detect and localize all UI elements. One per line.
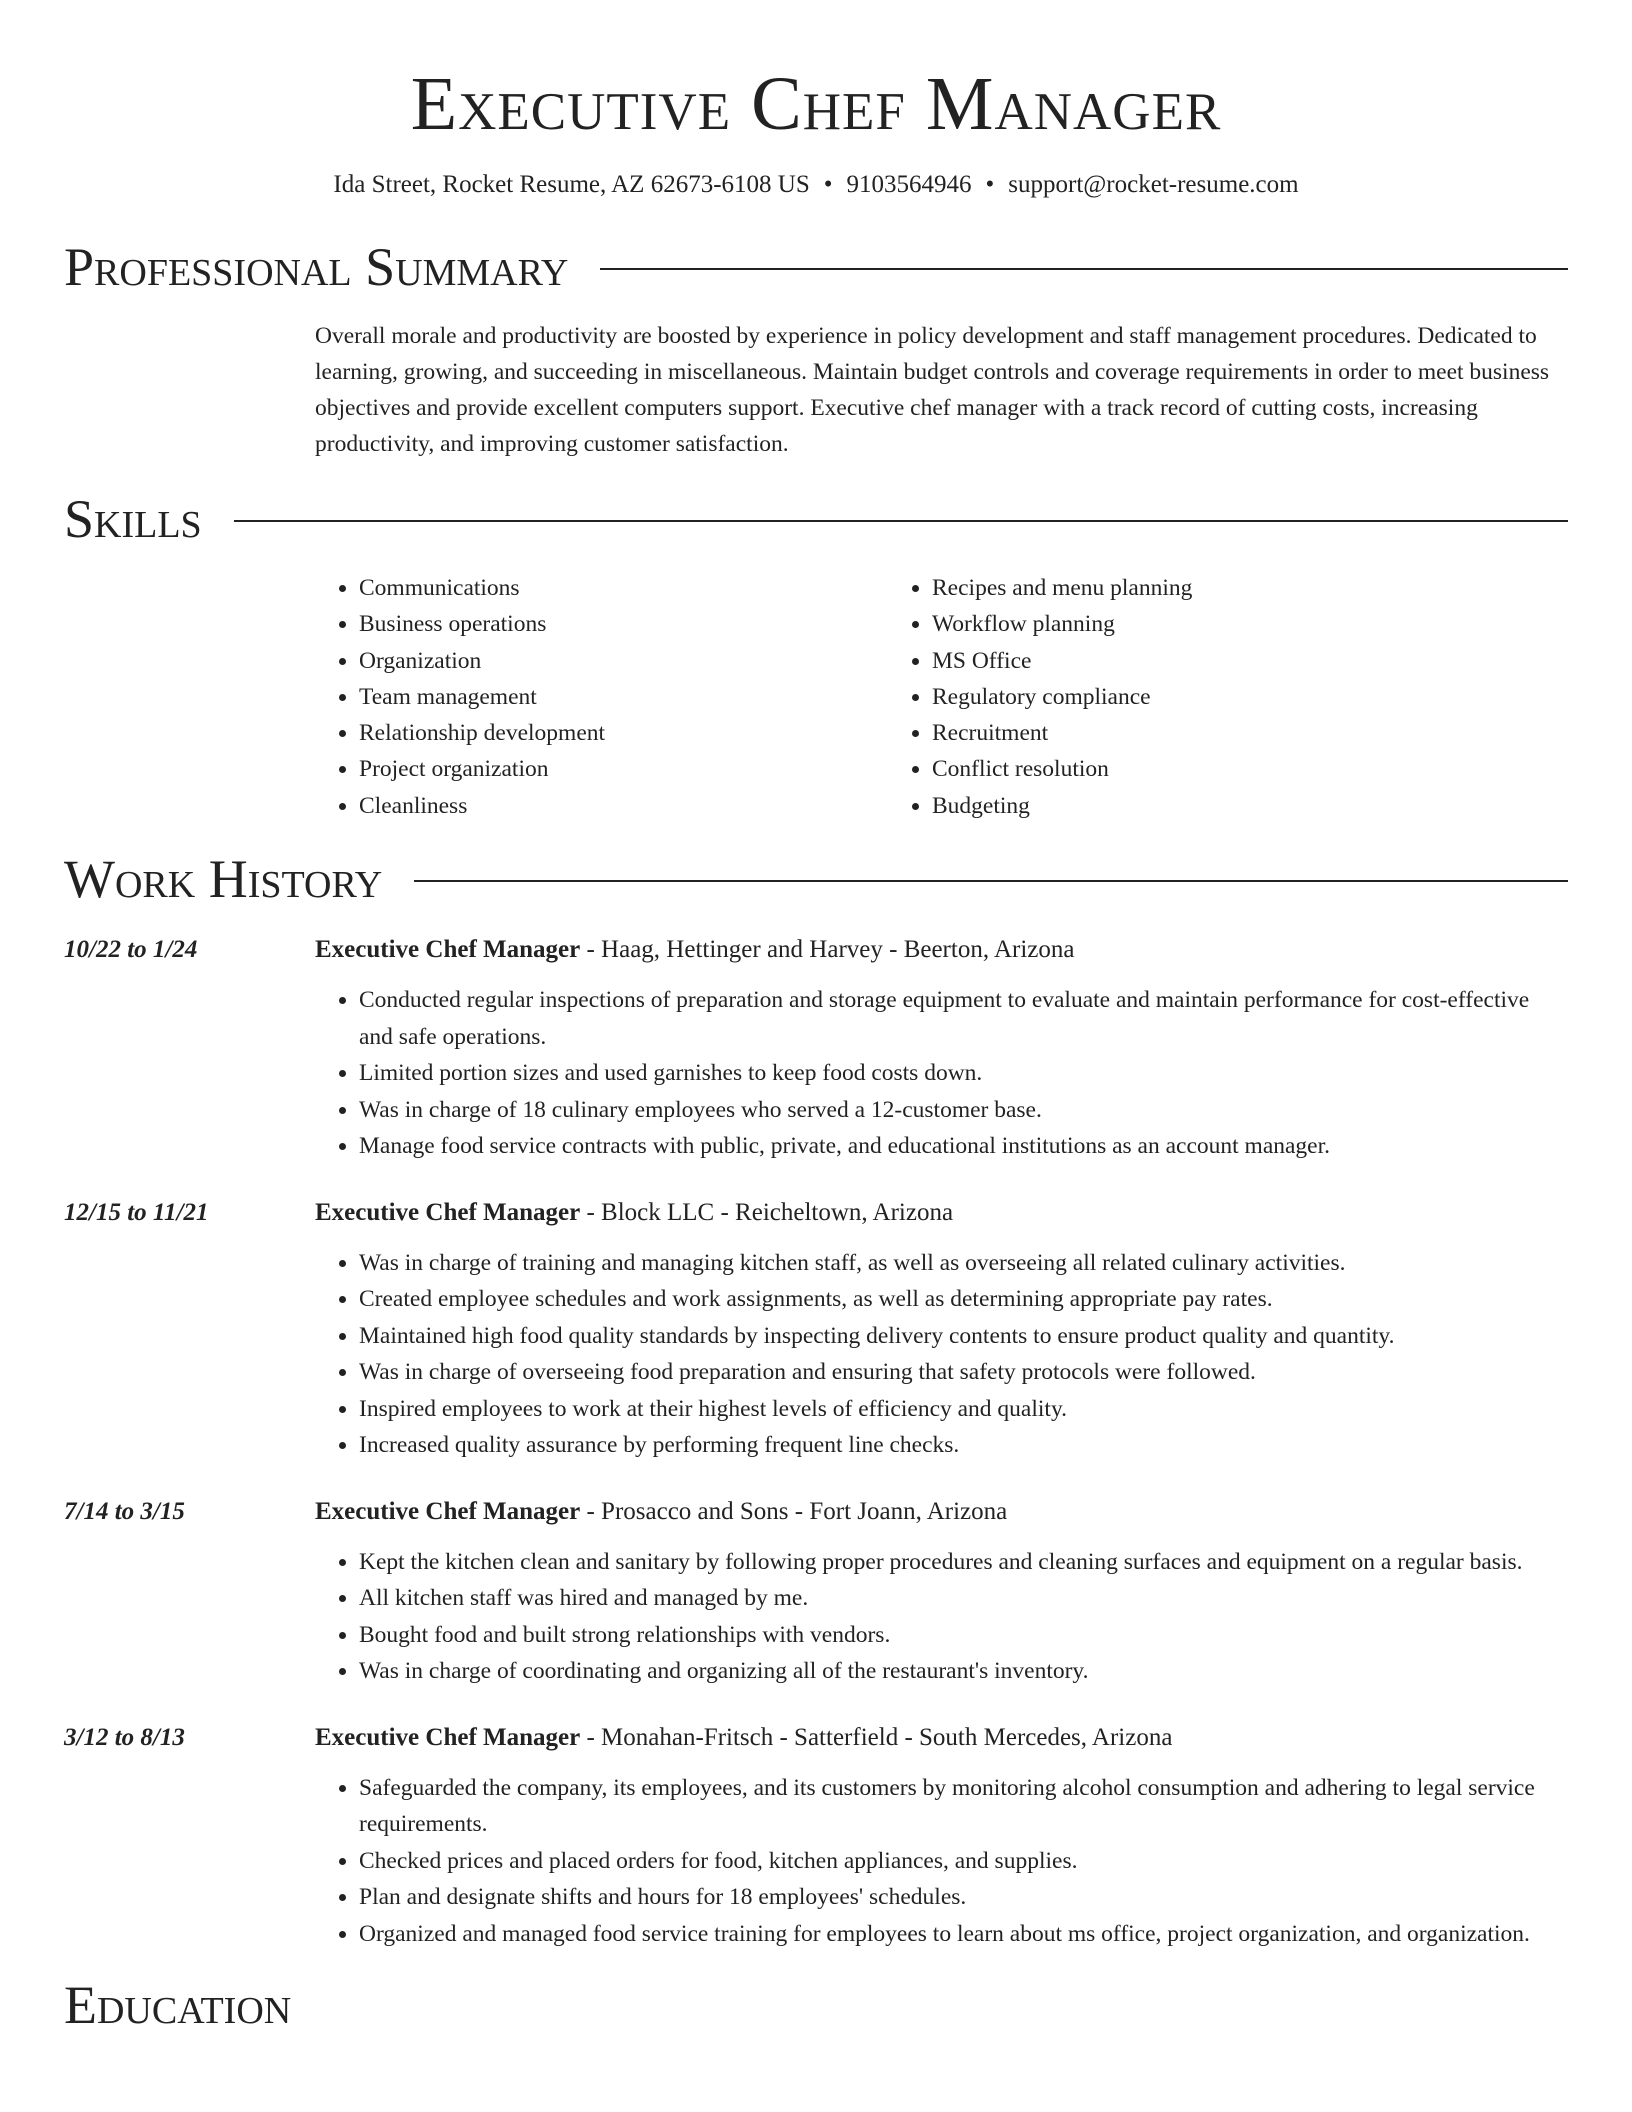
job-bullet: • Inspired employees to work at their highest levels of efficiency and quality. [359, 1391, 1568, 1428]
job-details: - Haag, Hettinger and Harvey - Beerton, Arizona [580, 936, 1075, 964]
job-bullets [315, 1544, 1568, 1690]
contact-separator: • [985, 171, 995, 198]
job-heading [315, 1720, 1568, 1756]
job-title: Executive Chef Manager [315, 1198, 581, 1226]
section-divider [234, 520, 1568, 522]
job-bullet: • Limited portion sizes and used garnishes to keep food costs down. [359, 1055, 1568, 1092]
skill-item: • Team management [359, 679, 888, 715]
job-dates: 7/14 to 3/15 [64, 1497, 185, 1525]
skill-item: • Regulatory compliance [932, 679, 1192, 715]
skill-item: • Conflict resolution [932, 751, 1192, 787]
skill-item: • Cleanliness [359, 788, 888, 824]
job-title: Executive Chef Manager [315, 936, 581, 964]
section-divider [600, 268, 1568, 270]
job-body [315, 932, 1568, 1165]
education-heading: Education [64, 1975, 292, 2036]
job-bullet: • Plan and designate shifts and hours for 18 employees' schedules. [359, 1879, 1568, 1916]
job-bullet: • Checked prices and placed orders for food, kitchen appliances, and supplies. [359, 1843, 1568, 1880]
job-bullet: • Safeguarded the company, its employees, and its customers by monitoring alcohol consumption and adhering to legal service requirements. [359, 1770, 1568, 1843]
skill-item: • Budgeting [932, 788, 1192, 824]
work-history-header [64, 850, 1568, 908]
job-heading [315, 932, 1568, 968]
job-heading [315, 1494, 1568, 1530]
job-bullet: • Was in charge of training and managing kitchen staff, as well as overseeing all related culinary activities. [359, 1245, 1568, 1282]
skills-list [315, 570, 1568, 824]
education-section [64, 1976, 1568, 2034]
skill-item: • Workflow planning [932, 606, 1192, 642]
job-bullet: • All kitchen staff was hired and managed by me. [359, 1580, 1568, 1617]
summary-header [64, 238, 1568, 296]
skill-item: • Communications [359, 570, 888, 606]
job-bullets [315, 1245, 1568, 1464]
job-bullet: • Organized and managed food service training for employees to learn about ms office, project organization, and organization. [359, 1916, 1568, 1953]
job-bullet: • Was in charge of coordinating and organizing all of the restaurant's inventory. [359, 1653, 1568, 1690]
skill-item: • Recipes and menu planning [932, 570, 1192, 606]
job-details: - Prosacco and Sons - Fort Joann, Arizona [580, 1497, 1008, 1525]
contact-email: support@rocket-resume.com [1008, 171, 1299, 198]
skills-heading: Skills [64, 489, 202, 549]
skills-header [64, 490, 1568, 548]
job-body [315, 1720, 1568, 1953]
job-dates: 12/15 to 11/21 [64, 1198, 209, 1226]
skills-column-left [315, 570, 888, 824]
job-details: - Monahan-Fritsch - Satterfield - South Mercedes, Arizona [580, 1723, 1173, 1751]
job-bullets [315, 982, 1568, 1165]
resume-name: Executive Chef Manager [410, 62, 1222, 146]
job-title: Executive Chef Manager [315, 1723, 581, 1751]
summary-text: Overall morale and productivity are boosted by experience in policy development and staff management procedures. Dedicated to learning, growing, and succeeding in miscellaneous. Maintain budget controls and coverage requirements in order to meet business objectives and provide excellent computers support. Executive chef manager with a track record of cutting costs, increasing productivity, and improving customer satisfaction. [315, 323, 1550, 457]
job-heading [315, 1195, 1568, 1231]
work-history-section [64, 850, 1568, 1952]
skill-item: • Business operations [359, 606, 888, 642]
job-bullet: • Conducted regular inspections of preparation and storage equipment to evaluate and maintain performance for cost-effective and safe operations. [359, 982, 1568, 1055]
skill-item: • Organization [359, 643, 888, 679]
job-bullet: • Increased quality assurance by performing frequent line checks. [359, 1427, 1568, 1464]
job-dates: 3/12 to 8/13 [64, 1723, 185, 1751]
job-bullet: • Kept the kitchen clean and sanitary by following proper procedures and cleaning surfaces and equipment on a regular basis. [359, 1544, 1568, 1581]
job-title: Executive Chef Manager [315, 1497, 581, 1525]
education-header [64, 1976, 1568, 2034]
contact-address: Ida Street, Rocket Resume, AZ 62673-6108 US [333, 171, 810, 198]
contact-separator: • [823, 171, 833, 198]
job-entry [64, 1720, 1568, 1953]
skill-item: • MS Office [932, 643, 1192, 679]
job-bullet: • Was in charge of 18 culinary employees who served a 12-customer base. [359, 1092, 1568, 1129]
job-details: - Block LLC - Reicheltown, Arizona [580, 1198, 954, 1226]
job-bullet: • Manage food service contracts with public, private, and educational institutions as an account manager. [359, 1128, 1568, 1165]
job-entry [64, 932, 1568, 1165]
skills-column-right [888, 570, 1192, 824]
work-history-heading: Work History [64, 849, 383, 910]
summary-section [64, 238, 1568, 462]
skill-item: • Recruitment [932, 715, 1192, 751]
job-bullets [315, 1770, 1568, 1953]
job-entry [64, 1494, 1568, 1690]
job-bullet: • Bought food and built strong relationships with vendors. [359, 1617, 1568, 1654]
job-dates: 10/22 to 1/24 [64, 936, 198, 964]
job-body [315, 1195, 1568, 1464]
contact-phone: 9103564946 [846, 171, 972, 198]
job-entry [64, 1195, 1568, 1464]
contact-line [64, 168, 1568, 202]
skill-item: • Relationship development [359, 715, 888, 751]
job-bullet: • Created employee schedules and work assignments, as well as determining appropriate pay rates. [359, 1281, 1568, 1318]
skills-section [64, 490, 1568, 824]
section-divider [414, 880, 1568, 882]
job-body [315, 1494, 1568, 1690]
job-bullet: • Was in charge of overseeing food preparation and ensuring that safety protocols were followed. [359, 1354, 1568, 1391]
summary-heading: Professional Summary [64, 237, 569, 297]
skill-item: • Project organization [359, 751, 888, 787]
job-bullet: • Maintained high food quality standards by inspecting delivery contents to ensure product quality and quantity. [359, 1318, 1568, 1355]
